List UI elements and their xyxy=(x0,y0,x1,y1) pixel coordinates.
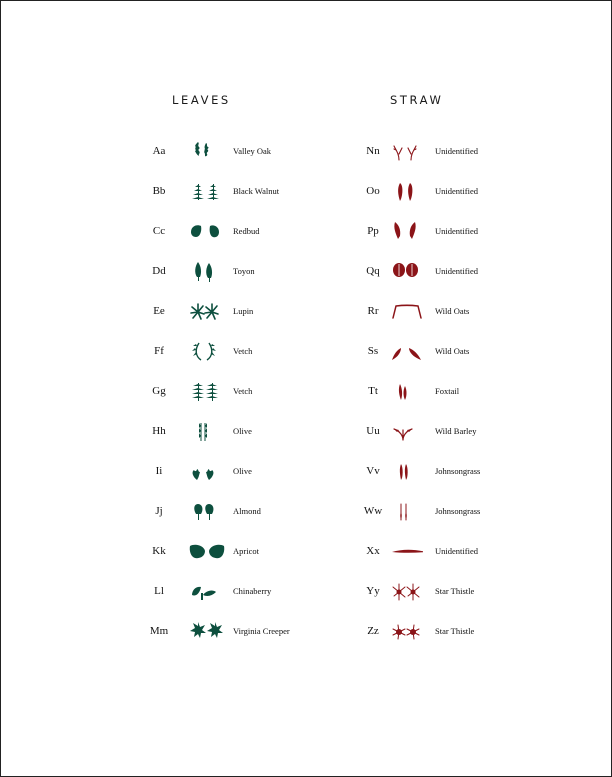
specimen-name: Almond xyxy=(233,506,261,516)
specimen-name: Unidentified xyxy=(435,266,478,276)
specimen-row xyxy=(359,571,529,611)
specimen-row xyxy=(359,211,529,251)
twig-fork-icon xyxy=(387,139,427,163)
specimen-code: Ff xyxy=(154,345,164,357)
specimen-name: Star Thistle xyxy=(435,626,475,636)
specimen-row xyxy=(137,611,327,651)
specimen-row xyxy=(137,331,327,371)
straw-column xyxy=(359,91,529,651)
specimen-name: Virginia Creeper xyxy=(233,626,290,636)
specimen-name: Black Walnut xyxy=(233,186,280,196)
specimen-name: Toyon xyxy=(233,266,255,276)
specimen-code: Ww xyxy=(363,505,383,517)
specimen-name: Unidentified xyxy=(435,226,478,236)
specimen-code: Bb xyxy=(152,185,166,197)
straw-blade-icon xyxy=(387,539,427,563)
specimen-code: Uu xyxy=(366,425,380,437)
seed-pod-icon xyxy=(387,179,427,203)
specimen-name: Olive xyxy=(233,466,252,476)
johnsongrass-stem-icon xyxy=(387,499,427,523)
specimen-code: Cc xyxy=(152,225,166,237)
specimen-code: Dd xyxy=(152,265,166,277)
specimen-name: Unidentified xyxy=(435,186,478,196)
specimen-row xyxy=(359,171,529,211)
specimen-code: Jj xyxy=(155,505,163,517)
specimen-row xyxy=(359,491,529,531)
specimen-row xyxy=(137,491,327,531)
specimen-row xyxy=(137,571,327,611)
barley-icon xyxy=(387,419,427,443)
specimen-name: Wild Oats xyxy=(435,306,470,316)
specimen-name: Valley Oak xyxy=(233,146,272,156)
foxtail-icon xyxy=(387,379,427,403)
specimen-row xyxy=(137,451,327,491)
specimen-code: Aa xyxy=(152,145,166,157)
specimen-row xyxy=(137,251,327,291)
specimen-row xyxy=(359,531,529,571)
specimen-row xyxy=(359,331,529,371)
husk-pair-icon xyxy=(387,219,427,243)
specimen-name: Redbud xyxy=(233,226,260,236)
specimen-code: Qq xyxy=(366,265,380,277)
specimen-row xyxy=(359,291,529,331)
specimen-code: Ll xyxy=(154,585,164,597)
specimen-code: Kk xyxy=(152,545,166,557)
johnsongrass-seed-icon xyxy=(387,459,427,483)
specimen-name: Vetch xyxy=(233,386,253,396)
straw-heading: STRAW xyxy=(390,93,444,107)
specimen-name: Olive xyxy=(233,426,252,436)
specimen-name: Wild Oats xyxy=(435,346,470,356)
specimen-name: Wild Barley xyxy=(435,426,477,436)
specimen-code: Yy xyxy=(366,585,380,597)
specimen-name: Johnsongrass xyxy=(435,466,481,476)
specimen-code: Zz xyxy=(367,625,379,637)
specimen-row xyxy=(137,411,327,451)
specimen-row xyxy=(137,171,327,211)
olive-sprig-icon xyxy=(181,419,233,443)
leaves-heading: LEAVES xyxy=(172,93,231,107)
specimen-row xyxy=(137,131,327,171)
specimen-row xyxy=(359,451,529,491)
specimen-code: Nn xyxy=(366,145,380,157)
specimen-row xyxy=(137,291,327,331)
specimen-code: Mm xyxy=(149,625,169,637)
specimen-name: Star Thistle xyxy=(435,586,475,596)
specimen-row xyxy=(359,371,529,411)
vetch-leaf-icon xyxy=(181,379,233,403)
specimen-name: Unidentified xyxy=(435,546,478,556)
thistle-star-icon xyxy=(387,579,427,603)
specimen-row xyxy=(137,371,327,411)
apricot-leaf-icon xyxy=(181,539,233,563)
specimen-code: Gg xyxy=(152,385,166,397)
olive-leaf-icon xyxy=(181,459,233,483)
specimen-name: Apricot xyxy=(233,546,259,556)
chinaberry-leaf-icon xyxy=(181,579,233,603)
specimen-code: Rr xyxy=(367,305,379,317)
thistle-burst-icon xyxy=(387,619,427,643)
specimen-code: Ee xyxy=(153,305,165,317)
walnut-leaf-icon xyxy=(181,179,233,203)
specimen-code: Ss xyxy=(367,345,379,357)
almond-leaf-icon xyxy=(181,499,233,523)
specimen-code: Vv xyxy=(366,465,380,477)
oat-spike-icon xyxy=(387,339,427,363)
specimen-row xyxy=(137,531,327,571)
specimen-code: Pp xyxy=(367,225,379,237)
specimen-row xyxy=(137,211,327,251)
vetch-curl-leaf-icon xyxy=(181,339,233,363)
oat-awn-icon xyxy=(387,299,427,323)
specimen-row xyxy=(359,251,529,291)
round-pod-icon xyxy=(387,259,427,283)
specimen-code: Ii xyxy=(155,465,163,477)
redbud-leaf-icon xyxy=(181,219,233,243)
specimen-name: Unidentified xyxy=(435,146,478,156)
leaves-column xyxy=(137,91,327,651)
specimen-name: Chinaberry xyxy=(233,586,272,596)
specimen-row xyxy=(359,411,529,451)
specimen-row xyxy=(359,131,529,171)
specimen-name: Vetch xyxy=(233,346,253,356)
creeper-leaf-icon xyxy=(181,619,233,643)
specimen-name: Johnsongrass xyxy=(435,506,481,516)
specimen-name: Lupin xyxy=(233,306,254,316)
specimen-code: Hh xyxy=(152,425,166,437)
specimen-code: Tt xyxy=(368,385,378,397)
specimen-name: Foxtail xyxy=(435,386,460,396)
specimen-row xyxy=(359,611,529,651)
oak-leaf-icon xyxy=(181,139,233,163)
toyon-leaf-icon xyxy=(181,259,233,283)
specimen-code: Xx xyxy=(366,545,380,557)
specimen-code: Oo xyxy=(366,185,380,197)
lupin-leaf-icon xyxy=(181,299,233,323)
